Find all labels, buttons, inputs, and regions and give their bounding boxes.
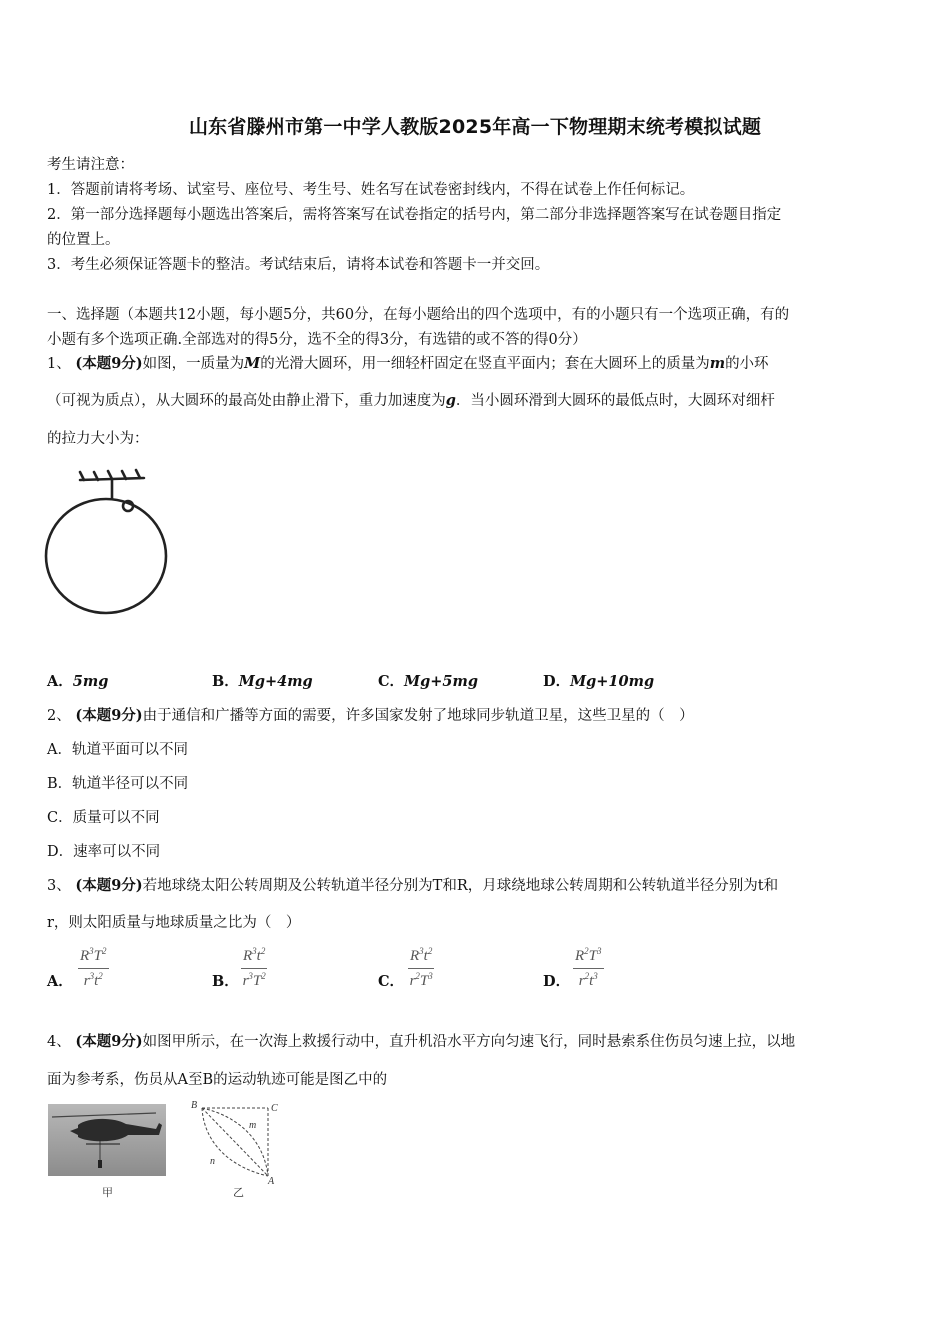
- q1-var-m: m: [709, 355, 726, 372]
- q1-option-c-text: Mg+5mg: [404, 673, 478, 690]
- q3-text-1: 若地球绕太阳公转周期及公转轨道半径分别为T和R，月球绕地球公转周期和公转轨道半径分别为t和: [142, 878, 779, 894]
- q2-number: 2、: [47, 708, 71, 724]
- q1-var-M: M: [244, 355, 261, 372]
- trajectory-diagram: [188, 1098, 282, 1186]
- q1-option-b-label: B．: [212, 673, 239, 690]
- q1-line1: [47, 352, 769, 373]
- q4-number: 4、: [47, 1034, 71, 1050]
- q2-stem: [47, 704, 694, 725]
- q3-line1: [47, 874, 778, 895]
- q1-option-d-text: Mg+10mg: [570, 673, 655, 690]
- q3-option-b-label[interactable]: B．: [212, 973, 239, 990]
- notice-item-2: 2．第一部分选择题每小题选出答案后，需将答案写在试卷指定的括号内，第二部分非选择题答案写在试卷题目指定: [47, 207, 782, 223]
- section-header-line1: 一、选择题（本题共12小题，每小题5分，共60分，在每小题给出的四个选项中，有的小题只有一个选项正确，有的: [47, 307, 790, 323]
- ring-figure: [42, 468, 172, 618]
- q1-option-b[interactable]: [212, 670, 313, 691]
- q1-score: (本题9分): [75, 355, 143, 372]
- q1-text-2b: ．当小圆环滑到大圆环的最低点时，大圆环对细杆: [455, 393, 775, 409]
- q3-option-d-formula[interactable]: $\frac{R^2T^3}{r^2t^3}$: [575, 946, 602, 989]
- q1-number: 1、: [47, 356, 71, 372]
- notice-heading: 考生请注意：: [47, 157, 134, 173]
- q2-text: 由于通信和广播等方面的需要，许多国家发射了地球同步轨道卫星，这些卫星的（ ）: [142, 708, 694, 724]
- q3-option-c-formula[interactable]: $\frac{R^3t^2}{r^2T^3}$: [409, 946, 433, 989]
- q1-line3: 的拉力大小为：: [47, 431, 149, 447]
- q1-option-a-label: A．: [47, 673, 73, 690]
- q4-text-1: 如图甲所示，在一次海上救援行动中，直升机沿水平方向匀速飞行，同时悬索系住伤员匀速上拉，以地: [142, 1034, 796, 1050]
- q3-option-a-formula[interactable]: $\frac{R^3T^2}{r^3t^2}$: [80, 946, 107, 989]
- q1-text-1a: 如图，一质量为: [142, 356, 245, 372]
- figure-caption-yi: 乙: [233, 1186, 244, 1199]
- section-header-line2: 小题有多个选项正确.全部选对的得5分，选不全的得3分，有选错的或不答的得0分）: [47, 332, 587, 348]
- q3-score: (本题9分): [75, 877, 143, 894]
- q1-option-a[interactable]: [47, 670, 108, 691]
- helicopter-photo: [48, 1104, 166, 1176]
- notice-item-1: 1．答题前请将考场、试室号、座位号、考生号、姓名写在试卷密封线内，不得在试卷上作任何标记。: [47, 182, 695, 198]
- label-a: A: [268, 1176, 275, 1186]
- q3-option-a-label[interactable]: A．: [47, 973, 73, 990]
- q3-number: 3、: [47, 878, 71, 894]
- q2-option-c[interactable]: C．质量可以不同: [47, 810, 160, 826]
- q1-option-b-text: Mg+4mg: [238, 673, 313, 690]
- q1-option-c[interactable]: [378, 670, 478, 691]
- q2-score: (本题9分): [75, 707, 143, 724]
- q2-option-a[interactable]: A．轨道平面可以不同: [47, 742, 188, 758]
- page-title: 山东省滕州市第一中学人教版2025年高一下物理期末统考模拟试题: [188, 116, 762, 138]
- q2-option-d[interactable]: D．速率可以不同: [47, 844, 161, 860]
- q1-option-c-label: C．: [378, 673, 405, 690]
- label-m: m: [249, 1120, 257, 1131]
- q1-option-a-text: 5mg: [72, 673, 109, 690]
- q3-line2: r，则太阳质量与地球质量之比为（ ）: [47, 915, 301, 931]
- q1-option-d[interactable]: [543, 670, 654, 691]
- q1-text-2a: （可视为质点），从大圆环的最高处由静止滑下，重力加速度为: [47, 393, 446, 409]
- notice-item-3: 3．考生必须保证答题卡的整洁。考试结束后，请将本试卷和答题卡一并交回。: [47, 257, 550, 273]
- q2-option-b[interactable]: B．轨道半径可以不同: [47, 776, 189, 792]
- notice-item-2-cont: 的位置上。: [47, 232, 120, 248]
- q1-text-1b: 的光滑大圆环，用一细轻杆固定在竖直平面内；套在大圆环上的质量为: [260, 356, 710, 372]
- q1-text-1c: 的小环: [725, 356, 769, 372]
- label-c: C: [271, 1103, 278, 1114]
- q1-line2: [47, 389, 775, 410]
- q3-option-b-formula[interactable]: $\frac{R^3t^2}{r^3T^2}$: [242, 946, 266, 989]
- q4-line2: 面为参考系，伤员从A至B的运动轨迹可能是图乙中的: [47, 1072, 388, 1088]
- label-b: B: [191, 1100, 198, 1111]
- q1-option-d-label: D．: [543, 673, 571, 690]
- q3-option-c-label[interactable]: C．: [378, 973, 405, 990]
- label-n: n: [210, 1156, 215, 1167]
- q3-option-d-label[interactable]: D．: [543, 973, 571, 990]
- q1-var-g: g: [445, 392, 456, 409]
- q4-line1: [47, 1030, 795, 1051]
- figure-caption-jia: 甲: [102, 1186, 113, 1199]
- q4-score: (本题9分): [75, 1033, 143, 1050]
